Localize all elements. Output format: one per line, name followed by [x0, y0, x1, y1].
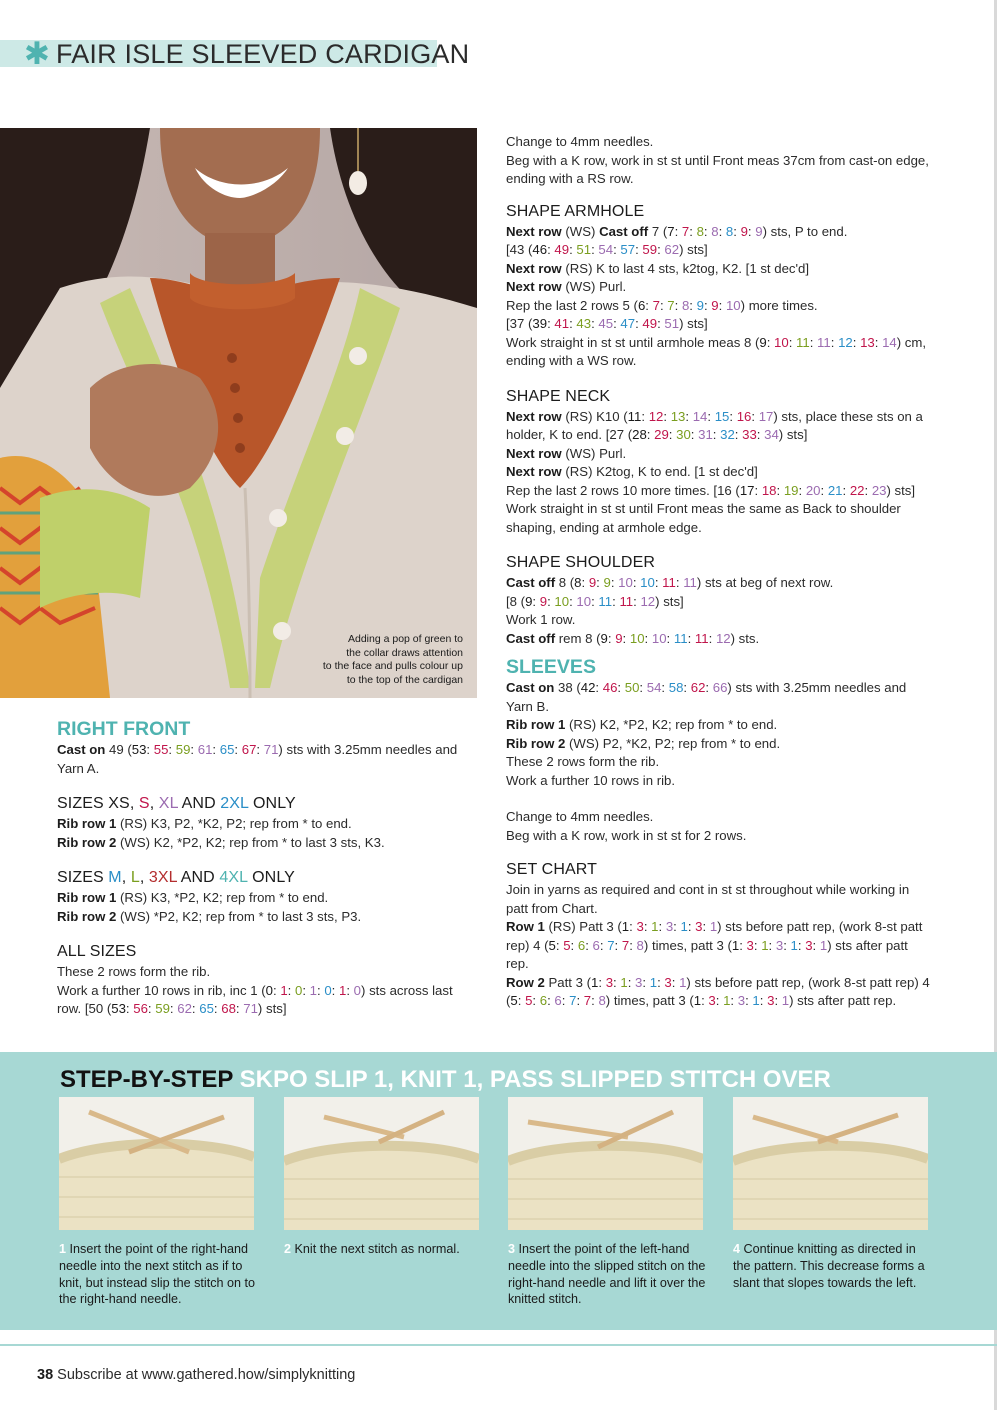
sizes2-rib-row-2: Rib row 2 (WS) *P2, K2; rep from * to last 3 sts, P3. — [57, 908, 362, 924]
sleeves-beg-row: Beg with a K row, work in st st for 2 rows. — [506, 827, 747, 843]
step-title-white: SKPO SLIP 1, KNIT 1, PASS SLIPPED STITCH OVER — [239, 1066, 831, 1093]
rib-text: K2, *P2, K2; rep from * to end. — [599, 717, 778, 732]
neck-next-row-3: Next row (RS) K2tog, K to end. [1 st dec'd] — [506, 464, 758, 479]
asterisk-icon: ✱ — [24, 36, 50, 72]
all-sizes-heading: ALL SIZES — [57, 943, 137, 960]
sizes-xs-s-xl-2xl-heading — [57, 794, 477, 814]
page-title: FAIR ISLE SLEEVED CARDIGAN — [56, 39, 470, 69]
purl-text: Purl. — [599, 445, 627, 461]
shoulder-cast-off-2: Cast off rem 8 (9: 9: 10: 10: 11: 11: 12) sts. — [506, 630, 760, 646]
step-2-text — [284, 1241, 484, 1258]
sleeves-cast-on: Cast on 38 (42: 46: 50: 54: 58: 62: 66) sts with 3.25mm needles and Yarn B. — [506, 680, 907, 714]
step-number: 2 — [284, 1242, 292, 1256]
set-chart-row-2: Row 2 Patt 3 (1: 3: 1: 3: 1: 3: 1) sts before patt rep, (work 8-st patt rep) 4 (5: 5: 6: 6: 7: 7: 8) times, patt 3 (1: 3: 1: 3: 1: 3: 1) sts after patt rep. — [506, 974, 930, 1008]
footer-divider — [0, 1344, 997, 1346]
intro-change-needles: Change to 4mm needles. — [506, 134, 654, 149]
step-number: 3 — [508, 1242, 516, 1256]
sleeves-rib-row-1: Rib row 1 (RS) K2, *P2, K2; rep from * to end. — [506, 717, 778, 732]
step-description: Insert the point of the left-hand needle into the slipped stitch on the right-hand needle and lift it over the knitted stitch. — [508, 1242, 706, 1307]
sleeves-change-needles: Change to 4mm needles. — [506, 809, 654, 824]
sizes1-rib-row-2: Rib row 2 (WS) K2, *P2, K2; rep from * to last 3 sts, K3. — [57, 834, 385, 850]
step-number: 1 — [59, 1242, 67, 1256]
step-3-photo — [508, 1097, 703, 1230]
step-description: Continue knitting as directed in the pattern. This decrease forms a slant that slopes towards the left. — [733, 1242, 925, 1290]
neck-repeat: Rep the last 2 rows 10 more times. [16 (17: 18: 19: 20: 21: 22: 23) sts] — [506, 482, 916, 498]
shape-neck-heading: SHAPE NECK — [506, 387, 611, 405]
sizes-m-l-3xl-4xl-heading — [57, 868, 477, 888]
subscribe-link[interactable]: Subscribe at www.gathered.how/simplyknitting — [57, 1367, 356, 1383]
step-description: Knit the next stitch as normal. — [294, 1242, 460, 1256]
heading-part: AND — [177, 869, 220, 886]
left-column — [57, 718, 477, 1019]
step-4-text — [733, 1241, 928, 1291]
caption-line: to the face and pulls colour up — [322, 660, 463, 672]
armhole-next-row-2: Next row (RS) K to last 4 sts, k2tog, K2. [1 st dec'd] — [506, 260, 810, 276]
step-1-text — [59, 1241, 259, 1308]
set-chart-row-1: Row 1 (RS) Patt 3 (1: 3: 1: 3: 1: 3: 1) sts before patt rep, (work 8-st patt rep) 4 (5: 5: 6: 6: 7: 7: 8) times, patt 3 (1: 3: 1: 3: 1: 3: 1) sts after patt rep. — [506, 919, 923, 971]
title-bar — [0, 36, 470, 72]
neck-next-row-1: Next row (RS) K10 (11: 12: 13: 14: 15: 16: 17) sts, place these sts on a holder, K to end. [27 (28: 29: 30: 31: 32: 33: 34) sts] — [506, 408, 923, 442]
intro-beg-row: Beg with a K row, work in st st until Front meas 37cm from cast-on edge, ending with a RS row. — [506, 152, 929, 186]
rib-text: *P2, K2; rep from * to last 3 sts, P3. — [153, 908, 362, 924]
rib-text: P2, *K2, P2; rep from * to end. — [602, 735, 781, 751]
heading-part: 3XL — [148, 869, 178, 886]
heading-part: , — [149, 795, 159, 812]
spacer — [506, 790, 931, 808]
step-title-black: STEP-BY-STEP — [60, 1066, 233, 1093]
footer — [37, 1367, 355, 1383]
step-4-photo — [733, 1097, 928, 1230]
knitting-needles-illustration — [59, 1097, 254, 1230]
step-1-photo — [59, 1097, 254, 1230]
armhole-repeat: Rep the last 2 rows 5 (6: 7: 7: 8: 9: 9: 10) more times. [37 (39: 41: 43: 45: 47: 49: 51) sts] — [506, 297, 818, 331]
step-3-text — [508, 1241, 708, 1308]
step-number: 4 — [733, 1242, 741, 1256]
purl-text: Purl. — [599, 279, 627, 294]
cardigan-photo — [0, 128, 477, 698]
heading-part: SIZES XS, — [57, 795, 139, 812]
photo-caption — [323, 633, 463, 687]
sleeves-rib-note: These 2 rows form the rib. — [506, 754, 660, 769]
heading-part: S — [138, 795, 150, 812]
sleeves-rib-row-2: Rib row 2 (WS) P2, *K2, P2; rep from * to end. — [506, 735, 781, 751]
rib-text: K3, *P2, K2; rep from * to end. — [150, 890, 329, 905]
set-chart-intro: Join in yarns as required and cont in st st throughout while working in patt from Chart. — [506, 882, 910, 916]
all-sizes-rib: These 2 rows form the rib. — [57, 964, 211, 979]
knitting-needles-illustration — [733, 1097, 928, 1230]
neck-next-row-2: Next row (WS) Purl. — [506, 445, 627, 461]
heading-part: M — [108, 869, 122, 886]
shoulder-cast-off-1: Cast off 8 (8: 9: 9: 10: 10: 11: 11) sts at beg of next row. [8 (9: 9: 10: 10: 11: 11: 12) sts] — [506, 575, 834, 609]
page-number: 38 — [37, 1367, 54, 1383]
rib-text: K2, *P2, K2; rep from * to last 3 sts, K3. — [153, 834, 385, 850]
armhole-next-row-1: Next row (WS) Cast off 7 (7: 7: 8: 8: 8: 9: 9) sts, P to end. [43 (46: 49: 51: 54: 57: 59: 62) sts] — [506, 223, 848, 257]
knitting-needles-illustration — [508, 1097, 703, 1230]
shape-shoulder-heading: SHAPE SHOULDER — [506, 554, 655, 571]
rib-text: K3, P2, *K2, P2; rep from * to end. — [150, 816, 352, 831]
armhole-work-straight: Work straight in st st until armhole meas 8 (9: 10: 11: 11: 12: 13: 14) cm, ending with a WS row. — [506, 334, 927, 368]
neck-work-straight: Work straight in st st until Front meas the same as Back to shoulder shaping, ending at armhole edge. — [506, 501, 901, 535]
right-front-cast-on: Cast on 49 (53: 55: 59: 61: 65: 67: 71) sts with 3.25mm needles and Yarn A. — [57, 742, 458, 776]
all-sizes-further: Work a further 10 rows in rib, inc 1 (0: 1: 0: 1: 0: 1: 0) sts across last row. [50 (53: 56: 59: 62: 65: 68: 71) sts] — [57, 982, 453, 1016]
sizes1-rib-row-1: Rib row 1 (RS) K3, P2, *K2, P2; rep from * to end. — [57, 816, 352, 831]
heading-part: AND — [177, 795, 221, 812]
knitting-needles-illustration — [284, 1097, 479, 1230]
heading-part: , — [121, 869, 131, 886]
sizes2-rib-row-1: Rib row 1 (RS) K3, *P2, K2; rep from * to end. — [57, 890, 329, 905]
heading-part: 2XL — [220, 795, 249, 812]
model-illustration — [0, 128, 477, 698]
sleeves-heading: SLEEVES — [506, 656, 596, 678]
heading-part: L — [130, 869, 140, 886]
step-description: Insert the point of the right-hand needle into the next stitch as if to knit, but instead slip the stitch on to the right-hand needle. — [59, 1242, 256, 1307]
caption-line: to the top of the cardigan — [346, 673, 463, 686]
caption-line: Adding a pop of green to — [347, 633, 463, 645]
heading-part: XL — [158, 795, 178, 812]
heading-part: 4XL — [219, 869, 248, 886]
heading-part: ONLY — [247, 869, 295, 886]
shape-armhole-heading: SHAPE ARMHOLE — [506, 202, 645, 220]
sleeves-further: Work a further 10 rows in rib. — [506, 772, 676, 788]
right-front-heading: RIGHT FRONT — [57, 718, 191, 740]
heading-part: , — [139, 869, 149, 886]
right-column — [506, 133, 931, 1011]
shoulder-work-row: Work 1 row. — [506, 612, 576, 627]
heading-part: SIZES — [57, 869, 109, 886]
armhole-next-row-3: Next row (WS) Purl. — [506, 279, 627, 294]
heading-part: ONLY — [248, 795, 296, 812]
step-by-step-title — [60, 1066, 831, 1094]
set-chart-heading: SET CHART — [506, 861, 597, 878]
caption-line: the collar draws attention — [346, 646, 463, 659]
step-2-photo — [284, 1097, 479, 1230]
